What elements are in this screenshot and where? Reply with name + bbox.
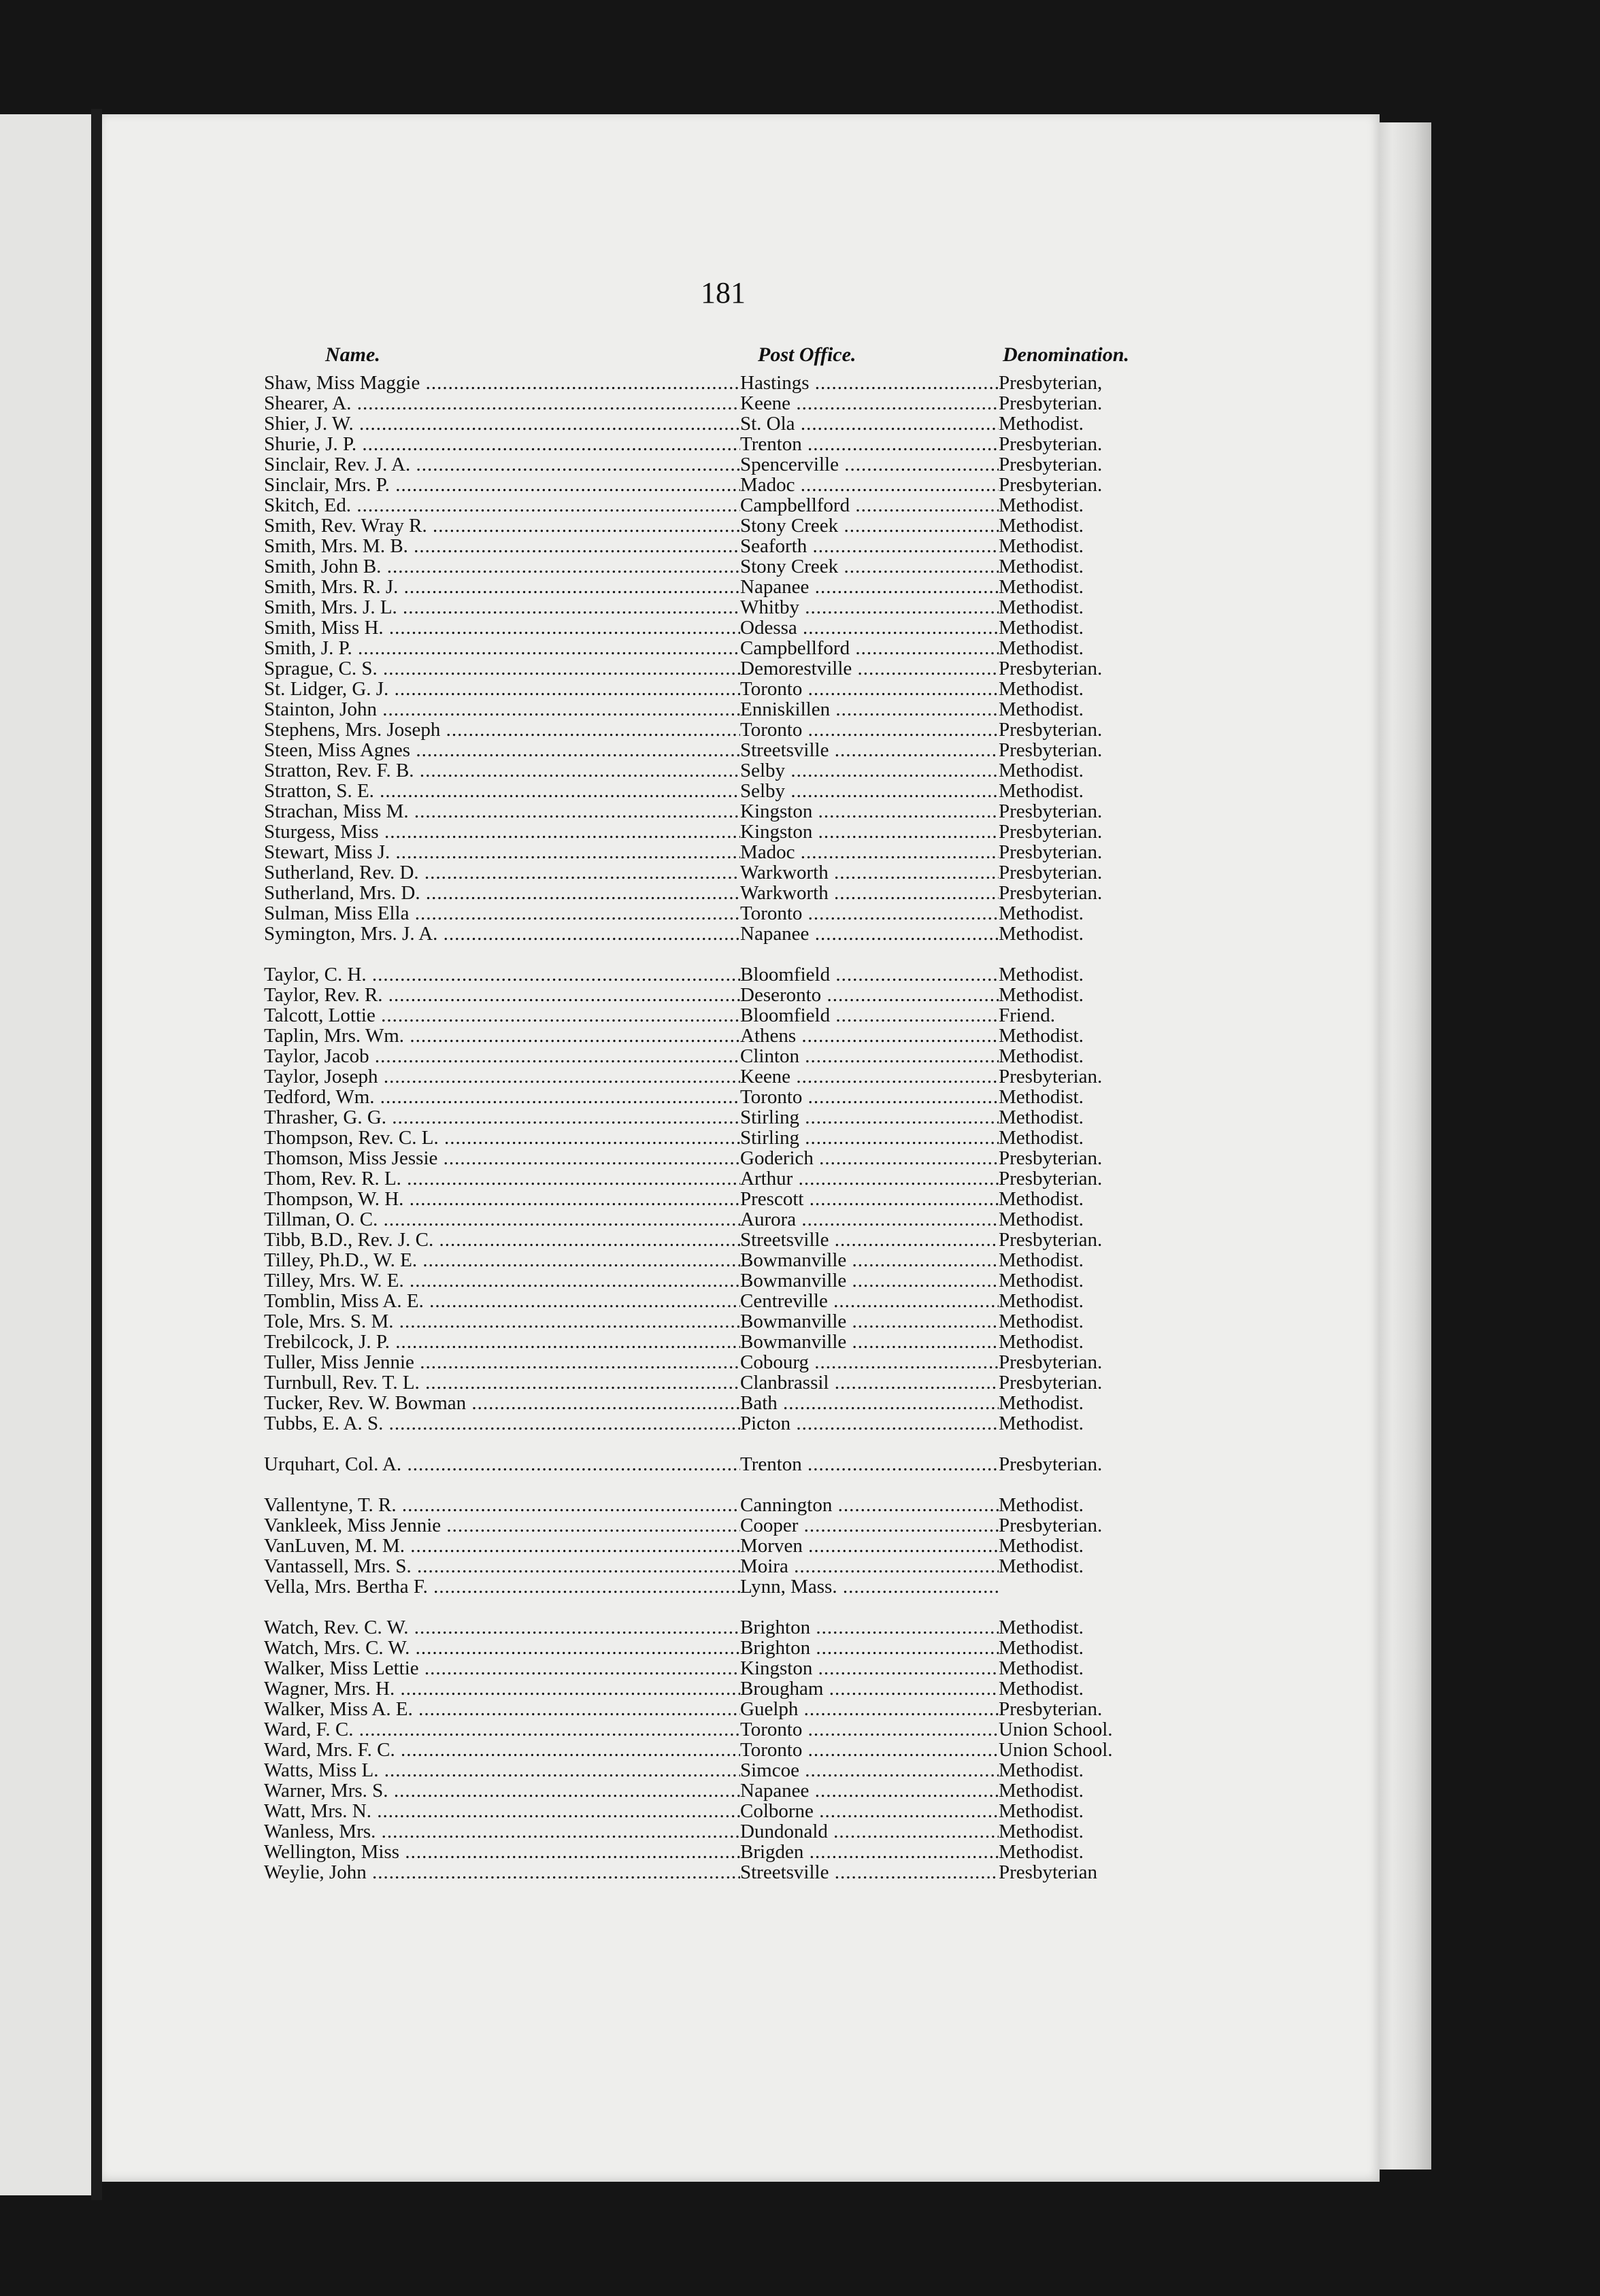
entry-name: Tedford, Wm. ..... (264, 1087, 740, 1107)
entry-denomination: Methodist. (999, 1189, 1084, 1209)
list-item (264, 1128, 1162, 1148)
entry-name: Tilley, Mrs. W. E. ..... (264, 1270, 740, 1291)
entry-denomination: Methodist. (999, 1311, 1084, 1332)
entry-name: Thrasher, G. G. ..... (264, 1107, 740, 1128)
entry-post-office: Cannington ..... (740, 1495, 999, 1515)
list-item (264, 1515, 1162, 1536)
list-item (264, 1454, 1162, 1474)
entry-name: Stephens, Mrs. Joseph ..... (264, 720, 740, 740)
entry-post-office: Toronto ..... (740, 903, 999, 924)
entry-denomination: Methodist. (999, 556, 1084, 577)
list-item (264, 1760, 1162, 1780)
entry-post-office: Streetsville ..... (740, 1862, 999, 1883)
entry-name: Tubbs, E. A. S. ..... (264, 1413, 740, 1434)
entry-name: Vallentyne, T. R. ..... (264, 1495, 740, 1515)
entry-denomination: Methodist. (999, 638, 1084, 658)
entry-name: Urquhart, Col. A. ..... (264, 1454, 740, 1474)
entry-name: Talcott, Lottie ..... (264, 1005, 740, 1026)
list-item (264, 1617, 1162, 1638)
list-item (264, 740, 1162, 760)
entry-name: Sturgess, Miss ..... (264, 822, 740, 842)
list-item (264, 1250, 1162, 1270)
entry-post-office: Bloomfield ..... (740, 1005, 999, 1026)
entry-denomination: Presbyterian, (999, 373, 1103, 393)
entry-denomination: Methodist. (999, 1026, 1084, 1046)
list-item (264, 1087, 1162, 1107)
list-item (264, 1658, 1162, 1678)
entry-name: Vantassell, Mrs. S. ..... (264, 1556, 740, 1576)
list-item (264, 801, 1162, 822)
list-item (264, 1311, 1162, 1332)
entry-post-office: Moira ..... (740, 1556, 999, 1576)
entry-name: Taylor, Jacob ..... (264, 1046, 740, 1066)
list-item (264, 516, 1162, 536)
entry-post-office: Selby ..... (740, 760, 999, 781)
list-item (264, 720, 1162, 740)
entry-denomination: Union School. (999, 1719, 1113, 1740)
list-item (264, 1026, 1162, 1046)
list-item (264, 1638, 1162, 1658)
entry-name: Smith, Rev. Wray R. ..... (264, 516, 740, 536)
list-item (264, 638, 1162, 658)
entry-denomination: Presbyterian. (999, 434, 1103, 454)
entry-name: Steen, Miss Agnes ..... (264, 740, 740, 760)
entry-post-office: Brighton ..... (740, 1617, 999, 1638)
entry-denomination: Presbyterian. (999, 883, 1103, 903)
entry-post-office: Cooper ..... (740, 1515, 999, 1536)
entry-denomination: Presbyterian. (999, 1699, 1103, 1719)
entry-post-office: Athens ..... (740, 1026, 999, 1046)
entry-name: Sinclair, Mrs. P. ..... (264, 475, 740, 495)
entry-post-office: Toronto ..... (740, 679, 999, 699)
list-item (264, 658, 1162, 679)
entry-post-office: Colborne ..... (740, 1801, 999, 1821)
entry-denomination: Presbyterian. (999, 1352, 1103, 1372)
entry-name: St. Lidger, G. J. ..... (264, 679, 740, 699)
entry-denomination: Methodist. (999, 679, 1084, 699)
entry-denomination: Methodist. (999, 1087, 1084, 1107)
entry-post-office: Napanee ..... (740, 577, 999, 597)
entry-post-office: Toronto ..... (740, 1087, 999, 1107)
entry-name: Tole, Mrs. S. M. ..... (264, 1311, 740, 1332)
entry-denomination: Presbyterian. (999, 801, 1103, 822)
list-item (264, 556, 1162, 577)
list-item (264, 1270, 1162, 1291)
entry-post-office: Napanee ..... (740, 924, 999, 944)
entry-post-office: Brougham ..... (740, 1678, 999, 1699)
entry-name: Shier, J. W. ..... (264, 413, 740, 434)
entry-name: Stratton, S. E. ..... (264, 781, 740, 801)
list-item (264, 1005, 1162, 1026)
entry-name: Symington, Mrs. J. A. ..... (264, 924, 740, 944)
entry-denomination: Methodist. (999, 1780, 1084, 1801)
entry-denomination: Methodist. (999, 1678, 1084, 1699)
entry-name: Shearer, A. ..... (264, 393, 740, 413)
list-item (264, 1332, 1162, 1352)
entry-post-office: Kingston ..... (740, 822, 999, 842)
facing-page-edge (0, 114, 94, 2195)
entry-denomination: Presbyterian. (999, 862, 1103, 883)
entry-denomination: Presbyterian (999, 1862, 1097, 1883)
list-item (264, 373, 1162, 393)
list-item (264, 1740, 1162, 1760)
entry-post-office: Centreville ..... (740, 1291, 999, 1311)
entry-name: Walker, Miss Lettie ..... (264, 1658, 740, 1678)
entry-name: Ward, F. C. ..... (264, 1719, 740, 1740)
entry-post-office: Stirling ..... (740, 1128, 999, 1148)
directory-list (264, 373, 1162, 1883)
list-item (264, 618, 1162, 638)
entry-name: Watch, Mrs. C. W. ..... (264, 1638, 740, 1658)
entry-denomination: Presbyterian. (999, 1372, 1103, 1393)
entry-post-office: Bloomfield ..... (740, 964, 999, 985)
entry-denomination: Methodist. (999, 1617, 1084, 1638)
list-item (264, 1066, 1162, 1087)
entry-name: Taylor, Joseph ..... (264, 1066, 740, 1087)
entry-denomination: Methodist. (999, 1291, 1084, 1311)
list-item (264, 924, 1162, 944)
entry-denomination: Presbyterian. (999, 393, 1103, 413)
page-stack-edge (1376, 122, 1431, 2170)
list-item (264, 842, 1162, 862)
entry-post-office: Dundonald ..... (740, 1821, 999, 1842)
entry-post-office: Kingston ..... (740, 801, 999, 822)
entry-post-office: Bowmanville ..... (740, 1311, 999, 1332)
list-item (264, 413, 1162, 434)
entry-post-office: Clanbrassil ..... (740, 1372, 999, 1393)
entry-denomination: Methodist. (999, 618, 1084, 638)
entry-name: Tillman, O. C. ..... (264, 1209, 740, 1230)
list-item (264, 964, 1162, 985)
list-item (264, 1372, 1162, 1393)
entry-name: Taylor, Rev. R. ..... (264, 985, 740, 1005)
entry-denomination: Union School. (999, 1740, 1113, 1760)
entry-denomination: Presbyterian. (999, 1066, 1103, 1087)
entry-denomination: Methodist. (999, 985, 1084, 1005)
entry-name: Strachan, Miss M. ..... (264, 801, 740, 822)
entry-denomination: Methodist. (999, 1393, 1084, 1413)
entry-denomination: Methodist. (999, 1495, 1084, 1515)
entry-denomination: Methodist. (999, 1046, 1084, 1066)
entry-name: Taylor, C. H. ..... (264, 964, 740, 985)
entry-post-office: Picton ..... (740, 1413, 999, 1434)
list-item (264, 1576, 1162, 1597)
entry-denomination: Presbyterian. (999, 658, 1103, 679)
entry-post-office: Odessa ..... (740, 618, 999, 638)
entry-name: Skitch, Ed. ..... (264, 495, 740, 516)
entry-denomination: Friend. (999, 1005, 1055, 1026)
entry-post-office: Deseronto ..... (740, 985, 999, 1005)
list-item (264, 1413, 1162, 1434)
entry-name: Turnbull, Rev. T. L. ..... (264, 1372, 740, 1393)
entry-name: Watts, Miss L. ..... (264, 1760, 740, 1780)
list-item (264, 1148, 1162, 1168)
entry-name: Ward, Mrs. F. C. ..... (264, 1740, 740, 1760)
list-item (264, 577, 1162, 597)
list-item (264, 1678, 1162, 1699)
entry-denomination: Methodist. (999, 1209, 1084, 1230)
entry-post-office: Streetsville ..... (740, 740, 999, 760)
entry-post-office: Warkworth ..... (740, 862, 999, 883)
entry-post-office: Clinton ..... (740, 1046, 999, 1066)
entry-post-office: Trenton ..... (740, 434, 999, 454)
entry-name: Sinclair, Rev. J. A. ..... (264, 454, 740, 475)
list-item (264, 1536, 1162, 1556)
entry-denomination: Methodist. (999, 536, 1084, 556)
entry-denomination: Presbyterian. (999, 1230, 1103, 1250)
entry-name: Wagner, Mrs. H. ..... (264, 1678, 740, 1699)
list-item (264, 822, 1162, 842)
entry-name: Vella, Mrs. Bertha F. ..... (264, 1576, 740, 1597)
entry-denomination: Methodist. (999, 964, 1084, 985)
entry-name: Smith, Mrs. J. L. ..... (264, 597, 740, 618)
list-item (264, 1352, 1162, 1372)
entry-name: Smith, John B. ..... (264, 556, 740, 577)
list-item (264, 536, 1162, 556)
list-item (264, 1107, 1162, 1128)
entry-post-office: Stony Creek ..... (740, 556, 999, 577)
list-item (264, 475, 1162, 495)
entry-post-office: Guelph ..... (740, 1699, 999, 1719)
entry-post-office: Simcoe ..... (740, 1760, 999, 1780)
list-item (264, 862, 1162, 883)
entry-post-office: Toronto ..... (740, 720, 999, 740)
entry-denomination: Methodist. (999, 1107, 1084, 1128)
entry-post-office: Kingston ..... (740, 1658, 999, 1678)
entry-name: Stratton, Rev. F. B. ..... (264, 760, 740, 781)
entry-post-office: Toronto ..... (740, 1740, 999, 1760)
entry-denomination: Presbyterian. (999, 1148, 1103, 1168)
column-header-post-office: Post Office. (758, 343, 856, 366)
entry-denomination: Methodist. (999, 1250, 1084, 1270)
entry-post-office: Campbellford ..... (740, 495, 999, 516)
list-item (264, 1842, 1162, 1862)
list-item (264, 1780, 1162, 1801)
entry-denomination: Methodist. (999, 1556, 1084, 1576)
entry-name: Wellington, Miss ..... (264, 1842, 740, 1862)
page-number: 181 (701, 276, 746, 309)
entry-name: Stewart, Miss J. ..... (264, 842, 740, 862)
entry-name: Thom, Rev. R. L. ..... (264, 1168, 740, 1189)
list-item (264, 1046, 1162, 1066)
list-item (264, 1699, 1162, 1719)
entry-post-office: Demorestville ..... (740, 658, 999, 679)
list-item (264, 1291, 1162, 1311)
entry-name: Sutherland, Rev. D. ..... (264, 862, 740, 883)
entry-name: Taplin, Mrs. Wm. ..... (264, 1026, 740, 1046)
entry-name: Warner, Mrs. S. ..... (264, 1780, 740, 1801)
entry-denomination: Methodist. (999, 1658, 1084, 1678)
list-item (264, 495, 1162, 516)
entry-denomination: Methodist. (999, 1332, 1084, 1352)
entry-post-office: Madoc ..... (740, 475, 999, 495)
entry-post-office: Seaforth ..... (740, 536, 999, 556)
entry-denomination: Methodist. (999, 516, 1084, 536)
list-item (264, 1230, 1162, 1250)
entry-name: Tuller, Miss Jennie ..... (264, 1352, 740, 1372)
entry-denomination: Presbyterian. (999, 475, 1103, 495)
entry-denomination: Methodist. (999, 924, 1084, 944)
entry-denomination: Methodist. (999, 699, 1084, 720)
book-gutter (91, 109, 102, 2200)
entry-post-office: Hastings ..... (740, 373, 999, 393)
list-item (264, 1168, 1162, 1189)
entry-post-office: Prescott ..... (740, 1189, 999, 1209)
entry-name: Sulman, Miss Ella ..... (264, 903, 740, 924)
entry-post-office: Stony Creek ..... (740, 516, 999, 536)
entry-post-office: Brighton ..... (740, 1638, 999, 1658)
entry-name: Smith, J. P. ..... (264, 638, 740, 658)
entry-name: Sprague, C. S. ..... (264, 658, 740, 679)
entry-post-office: St. Ola ..... (740, 413, 999, 434)
list-item (264, 1719, 1162, 1740)
entry-name: Smith, Miss H. ..... (264, 618, 740, 638)
list-item (264, 1862, 1162, 1883)
entry-name: Watch, Rev. C. W. ..... (264, 1617, 740, 1638)
entry-post-office: Madoc ..... (740, 842, 999, 862)
entry-post-office: Bowmanville ..... (740, 1250, 999, 1270)
entry-denomination: Presbyterian. (999, 1168, 1103, 1189)
entry-name: Wanless, Mrs. ..... (264, 1821, 740, 1842)
entry-post-office: Bath ..... (740, 1393, 999, 1413)
list-item (264, 1821, 1162, 1842)
list-item (264, 903, 1162, 924)
entry-name: Tibb, B.D., Rev. J. C. ..... (264, 1230, 740, 1250)
entry-denomination: Presbyterian. (999, 1454, 1103, 1474)
list-item (264, 597, 1162, 618)
entry-denomination: Presbyterian. (999, 1515, 1103, 1536)
entry-post-office: Warkworth ..... (740, 883, 999, 903)
entry-post-office: Enniskillen ..... (740, 699, 999, 720)
list-item (264, 1801, 1162, 1821)
entry-post-office: Goderich ..... (740, 1148, 999, 1168)
entry-denomination: Methodist. (999, 1270, 1084, 1291)
list-item (264, 1209, 1162, 1230)
list-item (264, 434, 1162, 454)
entry-name: Vankleek, Miss Jennie ..... (264, 1515, 740, 1536)
entry-name: Trebilcock, J. P. ..... (264, 1332, 740, 1352)
entry-post-office: Toronto ..... (740, 1719, 999, 1740)
entry-denomination: Methodist. (999, 1128, 1084, 1148)
entry-post-office: Bowmanville ..... (740, 1270, 999, 1291)
list-item (264, 393, 1162, 413)
entry-post-office: Napanee ..... (740, 1780, 999, 1801)
entry-denomination: Methodist. (999, 577, 1084, 597)
entry-name: Tomblin, Miss A. E. ..... (264, 1291, 740, 1311)
entry-name: Sutherland, Mrs. D. ..... (264, 883, 740, 903)
list-item (264, 1189, 1162, 1209)
list-item (264, 1495, 1162, 1515)
entry-denomination: Methodist. (999, 1638, 1084, 1658)
entry-denomination: Presbyterian. (999, 842, 1103, 862)
entry-post-office: Selby ..... (740, 781, 999, 801)
list-item (264, 699, 1162, 720)
entry-post-office: Aurora ..... (740, 1209, 999, 1230)
entry-denomination: Methodist. (999, 1413, 1084, 1434)
list-item (264, 1556, 1162, 1576)
list-item (264, 454, 1162, 475)
entry-post-office: Arthur ..... (740, 1168, 999, 1189)
entry-name: Thomson, Miss Jessie ..... (264, 1148, 740, 1168)
entry-name: Thompson, Rev. C. L. ..... (264, 1128, 740, 1148)
entry-denomination: Methodist. (999, 1801, 1084, 1821)
list-item (264, 781, 1162, 801)
column-header-denomination: Denomination. (1003, 343, 1129, 366)
entry-name: Weylie, John ..... (264, 1862, 740, 1883)
list-item (264, 760, 1162, 781)
entry-name: Tilley, Ph.D., W. E. ..... (264, 1250, 740, 1270)
entry-denomination: Presbyterian. (999, 822, 1103, 842)
entry-name: Smith, Mrs. R. J. ..... (264, 577, 740, 597)
entry-post-office: Trenton ..... (740, 1454, 999, 1474)
entry-denomination: Presbyterian. (999, 454, 1103, 475)
entry-name: Shurie, J. P. ..... (264, 434, 740, 454)
entry-post-office: Spencerville ..... (740, 454, 999, 475)
entry-name: Shaw, Miss Maggie ..... (264, 373, 740, 393)
list-item (264, 985, 1162, 1005)
entry-denomination: Methodist. (999, 1821, 1084, 1842)
entry-post-office: Streetsville ..... (740, 1230, 999, 1250)
entry-post-office: Morven ..... (740, 1536, 999, 1556)
column-header-name: Name. (325, 343, 380, 366)
entry-post-office: Campbellford ..... (740, 638, 999, 658)
entry-name: Stainton, John ..... (264, 699, 740, 720)
entry-denomination: Methodist. (999, 760, 1084, 781)
entry-name: VanLuven, M. M. ..... (264, 1536, 740, 1556)
entry-denomination: Methodist. (999, 495, 1084, 516)
entry-post-office: Keene ..... (740, 393, 999, 413)
entry-name: Tucker, Rev. W. Bowman ..... (264, 1393, 740, 1413)
entry-post-office: Bowmanville ..... (740, 1332, 999, 1352)
entry-post-office: Cobourg ..... (740, 1352, 999, 1372)
entry-denomination: Presbyterian. (999, 740, 1103, 760)
entry-post-office: Brigden ..... (740, 1842, 999, 1862)
entry-denomination: Methodist. (999, 1536, 1084, 1556)
entry-post-office: Stirling ..... (740, 1107, 999, 1128)
entry-name: Watt, Mrs. N. ..... (264, 1801, 740, 1821)
entry-post-office: Whitby ..... (740, 597, 999, 618)
entry-denomination: Methodist. (999, 413, 1084, 434)
entry-denomination: Methodist. (999, 1760, 1084, 1780)
list-item (264, 679, 1162, 699)
entry-denomination: Methodist. (999, 597, 1084, 618)
entry-post-office: Keene ..... (740, 1066, 999, 1087)
entry-name: Thompson, W. H. ..... (264, 1189, 740, 1209)
entry-denomination: Presbyterian. (999, 720, 1103, 740)
entry-name: Walker, Miss A. E. ..... (264, 1699, 740, 1719)
entry-denomination: Methodist. (999, 781, 1084, 801)
entry-denomination: Methodist. (999, 903, 1084, 924)
list-item (264, 883, 1162, 903)
entry-name: Smith, Mrs. M. B. ..... (264, 536, 740, 556)
entry-denomination: Methodist. (999, 1842, 1084, 1862)
list-item (264, 1393, 1162, 1413)
entry-post-office: Lynn, Mass. ..... (740, 1576, 999, 1597)
